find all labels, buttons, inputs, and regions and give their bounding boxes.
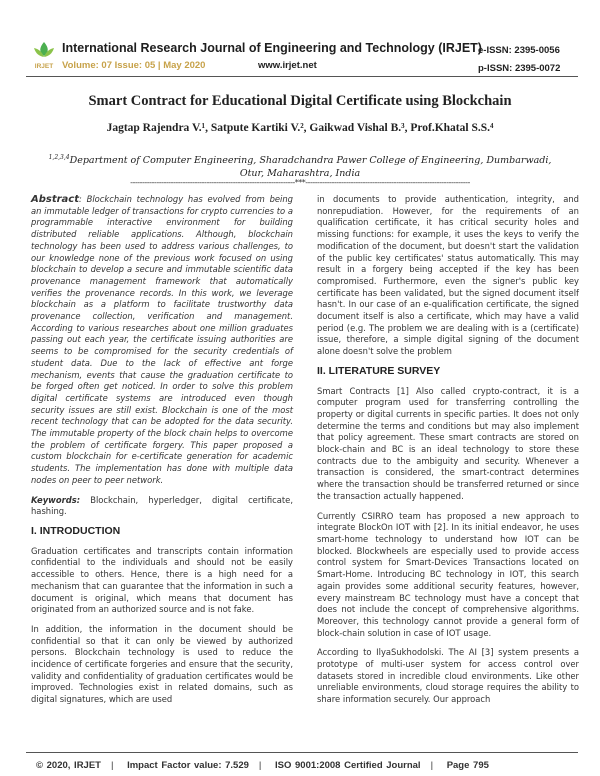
header-rule xyxy=(26,76,578,77)
volume-issue: Volume: 07 Issue: 05 | May 2020 xyxy=(62,60,206,71)
affiliation-superscript: 1,2,3,4 xyxy=(48,154,70,161)
journal-name: International Research Journal of Engineering and Technology (IRJET) xyxy=(62,41,482,55)
footer-impact-factor: Impact Factor value: 7.529 xyxy=(127,760,249,771)
logo-text: IRJET xyxy=(34,63,54,70)
intro-paragraph-1: Graduation certificates and transcripts contain information confidential to the individuals and should not be easily accessible to others. Hence, there is a high need for a mechanism that can guarantee that the information in such a document is original, which means that document has originated from an authorized source and is not fake. xyxy=(31,545,293,615)
e-issn: e-ISSN: 2395-0056 xyxy=(478,45,560,56)
footer-iso: ISO 9001:2008 Certified Journal xyxy=(275,760,421,771)
paper-title: Smart Contract for Educational Digital Certificate using Blockchain xyxy=(88,93,512,109)
footer-copyright: © 2020, IRJET xyxy=(36,760,101,771)
keywords-text: Blockchain, hyperledger, digital certificate, hashing. xyxy=(31,494,293,517)
keywords-label: Keywords: xyxy=(31,494,81,505)
affiliation xyxy=(40,152,560,180)
p-issn: p-ISSN: 2395-0072 xyxy=(478,63,561,74)
left-column xyxy=(31,194,293,714)
intro-paragraph-3: in documents to provide authentication, integrity, and nonrepudiation. However, for the requirements of an qualification certificate, it has critical security holes and missing functions: for example, it uses the keys to verify the modification of the document, but doesn't start the validation of the public key certificates' status automatically. This may result in a forgery being accepted if the key has been compromised. Furthermore, even the signer's public key certificate has been validated, but the signed document itself hasn't. In our case of an e-qualification certificate, the signed document itself is also a certificate, which may have a valid period (e.g. The problem we are dealing with is a (certificate) issue, therefore, a simple digital signing of the document alone doesn't solve the problem xyxy=(317,194,579,357)
literature-paragraph-2: Currently CSIRRO team has proposed a new approach to integrate BlockOn IOT with [2]. In its initial endeavor, he uses smart-home technology to understand how IOT can be blocked. Blockwheels are especially used to provide access control system for Smart-Devices Transactions located on Smart-Home. Introducing BC technology in IOT, this search again provides some additional security features, however, every mainstream BC technology must have a concept that does not include the concept of comprehensive algorithms. Moreover, this technology cannot provide a general form of block-chain solution in case of IOT usage. xyxy=(317,510,579,638)
literature-paragraph-1: Smart Contracts [1] Also called crypto-contract, it is a computer program used for transferring controlling the property or digital currents in specific parties. It does not only determine the terms and conditions but may also implement that policy agreement. These smart contracts are stored on block-chain and BC is an ideal technology to store these contracts due to the ambiguity and security. Whenever a transaction is considered, the smart-contract determines where the transaction should be transferred returned or since the transaction actually happened. xyxy=(317,385,579,501)
affiliation-text: Department of Computer Engineering, Sharadchandra Pawer College of Engineering, Dumbarwadi, Otur, Maharashtra, India xyxy=(69,155,552,179)
right-column xyxy=(317,194,579,714)
literature-survey-heading: II. LITERATURE SURVEY xyxy=(317,364,441,377)
section-divider: ---------------------------------------------------------------------***--------------------------------------------------------------------- xyxy=(130,178,470,187)
abstract-text: : Blockchain technology has evolved from being an immutable ledger of transactions for crypto currencies to a programmable interactive environment for building distributed reliable applications. Although, blockchain technology has been used to address various challenges, to our knowledge none of the previous work focused on using blockchain to develop a secure and immutable scientific data provenance management framework that automatically verifies the provenance records. In this work, we leverage blockchain as a platform to facilitate trustworthy data provenance collection, verification and management. According to various researches about one million graduates passing out each year, the certificate issuing authorities are seems to be compromised for the security credentials of student data. Due to the lack of effective ant forge mechanism, events that cause the graduation certificate to be forged often get noticed. In order to solve this problem digital certificate systems are introduced even though security issues are still exist. Blockchain is one of the most recent technology that can be adopted for the data security. The immutable property of the block chain helps to overcome the problem of certificate forgery. This paper proposed a custom blockchain for e-certificate generation for academic students. The implementation has done with multiple data nodes on peer to peer network. xyxy=(31,194,293,485)
intro-paragraph-2: In addition, the information in the document should be confidential so that it can only be viewed by authorized persons. Blockchain technology is used to reduce the incidence of certificate forgeries and ensure that the security, validity and confidentiality of graduation certificates would be improved. Technologies exist in related domains, such as digital signatures, which are used xyxy=(31,623,293,705)
irjet-logo xyxy=(30,40,58,70)
page-footer: © 2020, IRJET | Impact Factor value: 7.529 | ISO 9001:2008 Certified Journal | Page 795 xyxy=(36,760,489,771)
journal-website[interactable]: www.irjet.net xyxy=(258,60,317,71)
abstract-label: Abstract xyxy=(31,194,80,205)
footer-rule xyxy=(26,752,578,753)
keywords xyxy=(31,495,293,518)
abstract xyxy=(31,194,293,487)
intro-heading: I. INTRODUCTION xyxy=(31,524,121,537)
literature-paragraph-3: According to IlyaSukhodolski. The AI [3] system presents a prototype of multi-user system for access control over datasets stored in incredible cloud environments. Like other unreliable environments, cloud storage requires the ability to share information securely. Our approach xyxy=(317,647,579,705)
paper-authors: Jagtap Rajendra V.¹, Satpute Kartiki V.², Gaikwad Vishal B.³, Prof.Khatal S.S.⁴ xyxy=(106,122,494,134)
footer-page-number: Page 795 xyxy=(446,760,489,771)
